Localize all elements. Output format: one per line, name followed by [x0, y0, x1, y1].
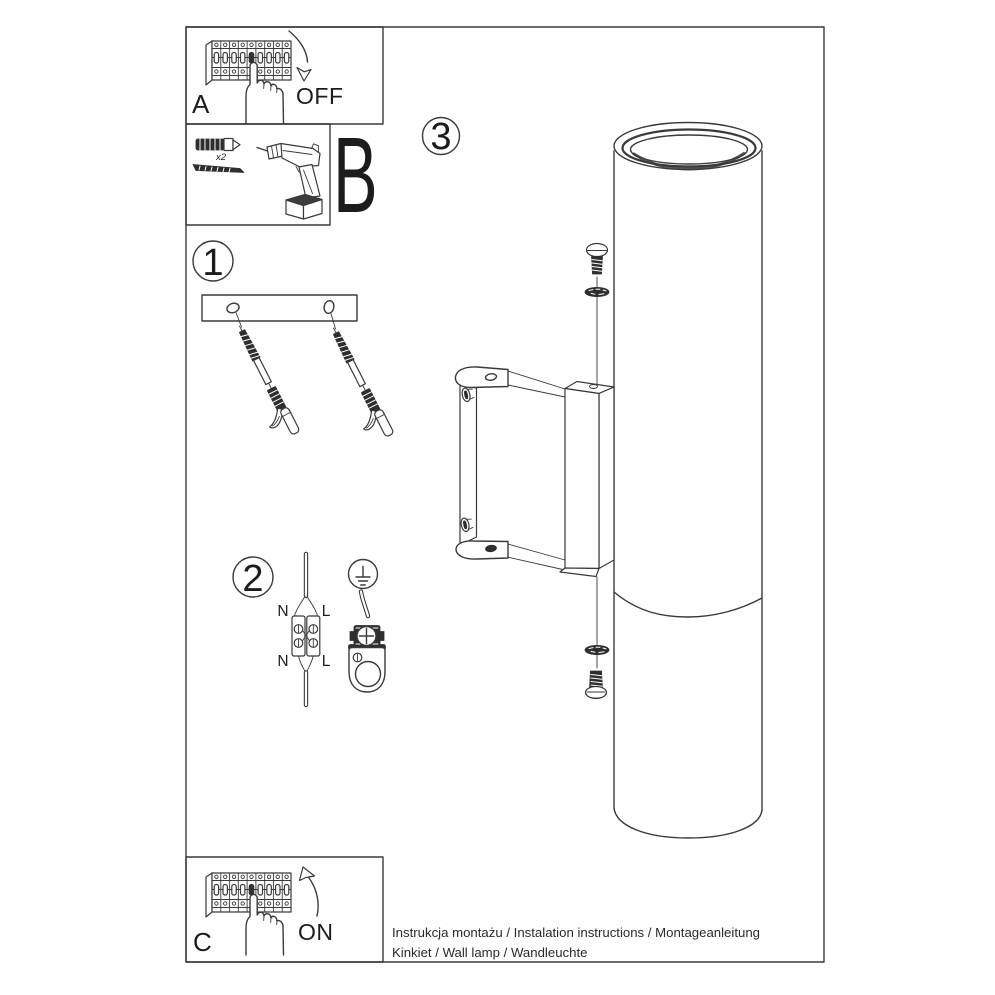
- panel-b: [186, 116, 378, 236]
- step-3-badge: [423, 116, 460, 158]
- wall-plug-icon: [196, 139, 240, 151]
- ground-clamp-drawing: [349, 592, 386, 693]
- step-1: [193, 241, 394, 445]
- wire-label-n-top: N: [277, 603, 289, 620]
- drill-icon: [257, 144, 322, 220]
- arrow-down-icon: [289, 31, 311, 81]
- lamp-drawing: [455, 123, 762, 839]
- step-2: [233, 554, 386, 705]
- mounting-block-drawing: [560, 382, 614, 577]
- wall-plug-screw-right: [317, 325, 394, 444]
- footer-title-line2: Kinkiet / Wall lamp / Wandleuchte: [392, 945, 588, 960]
- step-3-number: 3: [430, 116, 452, 158]
- top-screw-icon: [585, 244, 609, 386]
- breaker-panel-drawing-c: [206, 873, 291, 955]
- wire-label-n-bottom: N: [277, 653, 289, 670]
- step-1-number: 1: [202, 242, 224, 284]
- lamp-cylinder: [614, 123, 762, 839]
- step-2-number: 2: [242, 558, 264, 600]
- ground-symbol-icon: [349, 560, 378, 589]
- wall-plug-screw-left: [223, 323, 300, 442]
- screw-icon: [193, 165, 244, 173]
- panel-a: [186, 27, 383, 124]
- power-off-label: OFF: [296, 83, 344, 109]
- step-3: [423, 116, 763, 838]
- panel-b-label: B: [333, 115, 378, 237]
- wall-bracket-drawing: [455, 367, 565, 570]
- breaker-panel-drawing: [206, 41, 291, 123]
- bottom-screw-icon: [585, 577, 609, 699]
- power-on-label: ON: [298, 919, 334, 945]
- wire-label-l-top: L: [321, 603, 331, 620]
- mounting-plate-drawing: [202, 295, 357, 329]
- terminal-block-drawing: [277, 554, 330, 705]
- arrow-up-icon: [300, 867, 319, 916]
- footer: [392, 925, 760, 960]
- panel-c: [186, 857, 383, 962]
- plug-quantity: x2: [216, 152, 227, 163]
- panel-c-label: C: [193, 927, 212, 957]
- step-1-badge: [193, 241, 233, 284]
- wire-label-l-bottom: L: [321, 653, 331, 670]
- outer-border: [186, 27, 824, 962]
- footer-title-line1: Instrukcja montażu / Instalation instructions / Montageanleitung: [392, 925, 760, 940]
- step-2-badge: [233, 557, 273, 600]
- panel-a-label: A: [192, 89, 210, 119]
